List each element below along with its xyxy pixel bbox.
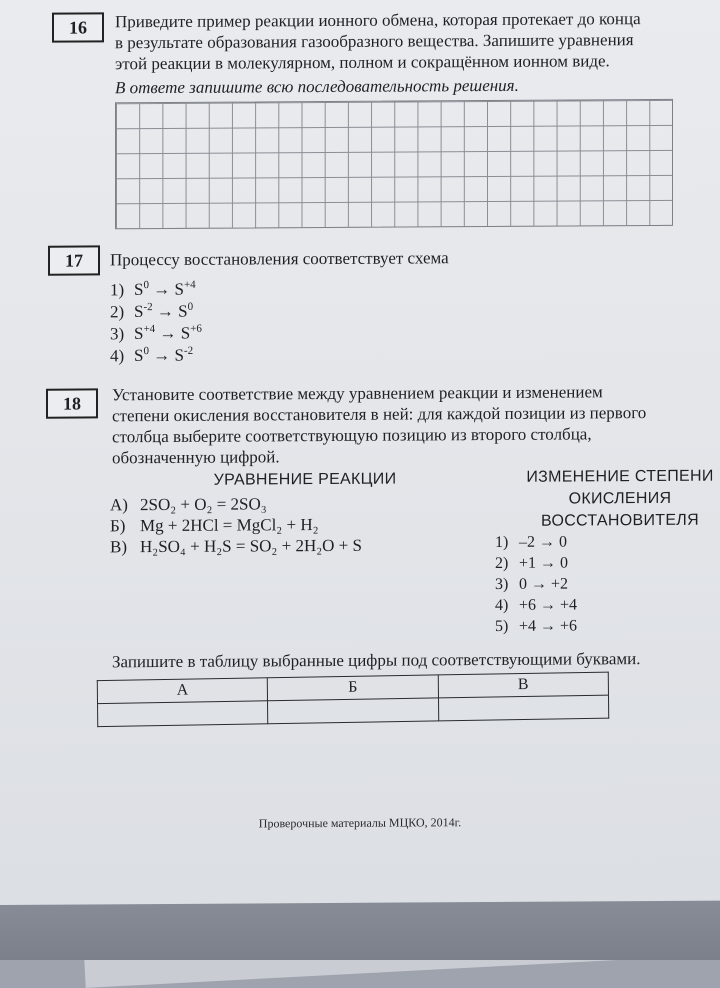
- oxidation-change-4: [495, 596, 577, 615]
- question-16-line-2: в результате образования газообразного вещества. Запишите уравнения: [115, 30, 634, 53]
- question-16-number: 16: [52, 12, 104, 42]
- reaction-equation: 2SO₂ + O₂ = 2SO₃: [140, 494, 267, 515]
- reaction-letter: А): [110, 495, 128, 515]
- reaction-letter: В): [110, 537, 127, 557]
- change-value: –2 → 0: [519, 533, 567, 551]
- to-oxidation: +6: [190, 322, 202, 335]
- from-oxidation: -2: [143, 301, 153, 314]
- reaction-letter: Б): [110, 516, 126, 536]
- question-17-option-1[interactable]: 1) $S^0 \to S^{+4}$: [110, 278, 196, 299]
- change-value: 0 → +2: [519, 575, 569, 593]
- table-instruction: Запишите в таблицу выбранные цифры под соответствующими буквами.: [112, 649, 641, 672]
- to-oxidation: -2: [183, 344, 194, 357]
- to-oxidation: 0: [187, 300, 194, 313]
- from-symbol: S: [134, 301, 144, 321]
- question-16-line-1: Приведите пример реакции ионного обмена, которая протекает до конца: [115, 9, 641, 32]
- option-number: 1): [110, 279, 125, 299]
- to-oxidation: +4: [183, 278, 196, 291]
- reaction-equation: Mg + 2HCl = MgCl₂ + H₂: [140, 515, 319, 536]
- reaction-b: [110, 515, 319, 536]
- question-18-number: 18: [46, 388, 98, 418]
- answer-header-a: А: [97, 678, 268, 704]
- answer-cell-c[interactable]: [438, 695, 609, 721]
- answer-header-c: В: [438, 672, 609, 698]
- answer-table: [97, 672, 609, 727]
- question-16-line-3: этой реакции в молекулярном, полном и сокращённом ионном виде.: [115, 51, 610, 74]
- change-number: 5): [495, 617, 509, 635]
- to-symbol: S: [180, 323, 191, 343]
- question-18-line-3: столбца выберите соответствующую позицию из второго столбца,: [112, 424, 592, 447]
- question-17-number: 17: [48, 245, 100, 275]
- from-oxidation: +4: [143, 323, 156, 336]
- option-number: 4): [110, 345, 125, 365]
- from-symbol: S: [134, 323, 144, 343]
- answer-cell-b[interactable]: [268, 698, 439, 724]
- from-oxidation: 0: [143, 345, 149, 358]
- header-line-3: ВОССТАНОВИТЕЛЯ: [541, 511, 699, 530]
- change-value: +4 → +6: [519, 617, 578, 635]
- from-oxidation: 0: [143, 279, 149, 292]
- question-18-line-2: степени окисления восстановителя в ней: для каждой позиции из первого: [112, 403, 647, 426]
- to-symbol: S: [174, 279, 184, 299]
- to-symbol: S: [174, 345, 184, 365]
- change-number: 3): [495, 575, 509, 593]
- question-17-option-3[interactable]: 3) $S^{+4} \to S^{+6}$: [110, 322, 202, 343]
- header-line-2: ОКИСЛЕНИЯ: [568, 489, 672, 508]
- oxidation-change-2: [495, 555, 568, 573]
- reaction-equation: H₂SO₄ + H₂S = SO₂ + 2H₂O + S: [140, 535, 362, 557]
- question-17-option-2[interactable]: 2) $S^{-2} \to S^0$: [110, 300, 194, 321]
- answer-cell-a[interactable]: [98, 701, 269, 727]
- change-number: 2): [495, 554, 509, 572]
- oxidation-change-5: [495, 617, 577, 636]
- question-17-option-4[interactable]: 4) $S^0 \to S^{-2}$: [110, 344, 194, 365]
- oxidation-change-column-header: [505, 466, 720, 533]
- question-18-line-1: Установите соответствие между уравнением реакции и изменением: [112, 382, 603, 405]
- reaction-a: [110, 494, 267, 515]
- answer-grid[interactable]: [115, 99, 673, 229]
- to-symbol: S: [178, 301, 188, 321]
- answer-header-b: Б: [268, 675, 439, 701]
- oxidation-change-3: [495, 576, 568, 594]
- from-symbol: S: [134, 279, 144, 299]
- reaction-c: [110, 536, 362, 558]
- change-value: +6 → +4: [519, 596, 578, 614]
- option-number: 3): [110, 323, 125, 343]
- change-number: 1): [495, 533, 509, 551]
- header-line-1: ИЗМЕНЕНИЕ СТЕПЕНИ: [526, 467, 714, 486]
- from-symbol: S: [134, 345, 144, 365]
- reaction-column-header: УРАВНЕНИЕ РЕАКЦИИ: [213, 470, 397, 489]
- oxidation-change-1: [495, 534, 567, 552]
- question-16-note: В ответе запишите всю последовательность решения.: [115, 75, 519, 98]
- page-footer: Проверочные материалы МЦКО, 2014г.: [258, 815, 462, 831]
- question-17-prompt: Процессу восстановления соответствует схема: [110, 248, 449, 270]
- change-number: 4): [495, 596, 509, 614]
- option-number: 2): [110, 301, 125, 321]
- question-18-line-4: обозначенную цифрой.: [112, 447, 280, 468]
- change-value: +1 → 0: [519, 554, 569, 572]
